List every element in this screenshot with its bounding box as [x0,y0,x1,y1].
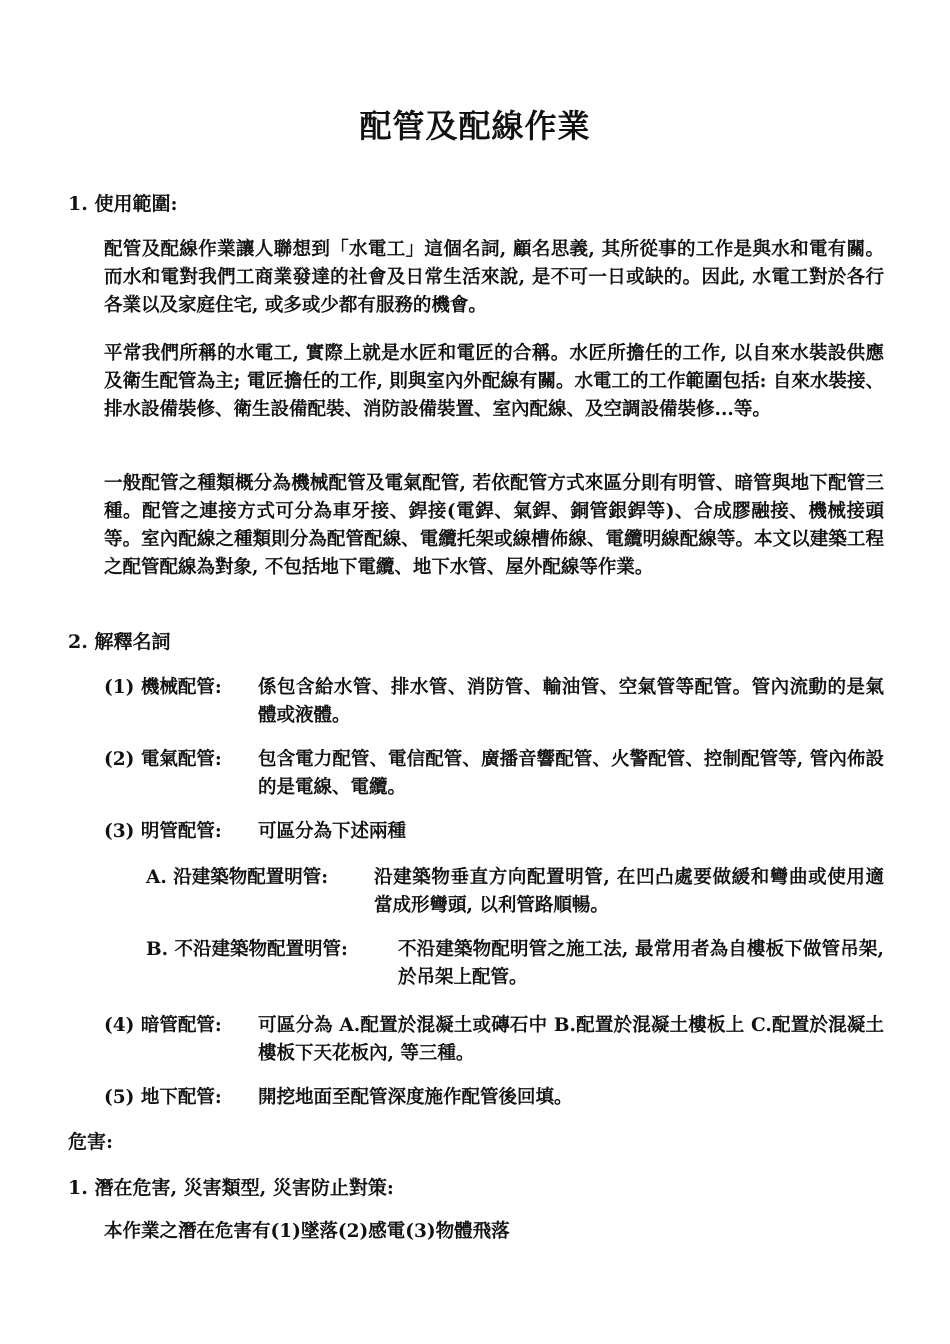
definition-label: (2) 電氣配管: [104,749,222,770]
definition-text: 沿建築物垂直方向配置明管, 在凹凸處要做緩和彎曲或使用適當成形彎頭, 以利管路順暢。 [374,867,884,916]
hazards-heading: 危害: [68,1131,114,1153]
section-1-paragraph-1: 配管及配線作業讓人聯想到「水電工」這個名詞, 顧名思義, 其所從事的工作是與水和電有關。而水和電對我們工商業發達的社會及日常生活來說, 是不可一日或缺的。因此, 水電工對於各行各業以及家庭住宅, 或多或少都有服務的機會。 [104,239,884,316]
section-1-heading: 1. 使用範圍: [68,193,178,215]
definition-text: 開挖地面至配管深度施作配管後回填。 [258,1087,573,1108]
section-1-paragraph-2: 平常我們所稱的水電工, 實際上就是水匠和電匠的合稱。水匠所擔任的工作, 以自來水裝設供應及衛生配管為主; 電匠擔任的工作, 則與室內外配線有關。水電工的工作範圍包括: 自來水裝接、排水設備裝修、衛生設備配裝、消防設備裝置、室內配線、及空調設備裝修...等。 [104,343,884,420]
definition-text: 不沿建築物配明管之施工法, 最常用者為自樓板下做管吊架, 於吊架上配管。 [398,939,884,988]
definition-label: (4) 暗管配管: [104,1015,222,1036]
definition-label: B. 不沿建築物配置明管: [146,939,348,960]
definition-text: 可區分為 A.配置於混凝土或磚石中 B.配置於混凝土樓板上 C.配置於混凝土樓板下天花板內, 等三種。 [258,1015,884,1064]
definition-text: 包含電力配管、電信配管、廣播音響配管、火警配管、控制配管等, 管內佈設的是電線、電纜。 [258,749,884,798]
section-2-heading: 2. 解釋名詞 [68,631,171,653]
hazards-sub-heading: 1. 潛在危害, 災害類型, 災害防止對策: [68,1177,394,1199]
section-1-paragraph-3: 一般配管之種類概分為機械配管及電氣配管, 若依配管方式來區分則有明管、暗管與地下配管三種。配管之連接方式可分為車牙接、銲接(電銲、氣銲、銅管銀銲等)、合成膠融接、機械接頭等。室內配線之種類則分為配管配線、電纜托架或線槽佈線、電纜明線配線等。本文以建築工程之配管配線為對象, 不包括地下電纜、地下水管、屋外配線等作業。 [104,473,884,578]
definition-label: (5) 地下配管: [104,1087,222,1108]
definition-text: 可區分為下述兩種 [258,821,407,842]
page-title: 配管及配線作業 [359,107,591,145]
definition-label: (3) 明管配管: [104,821,222,842]
definition-label: (1) 機械配管: [104,677,222,698]
definition-label: A. 沿建築物配置明管: [146,867,329,888]
definition-text: 係包含給水管、排水管、消防管、輸油管、空氣管等配管。管內流動的是氣體或液體。 [258,677,884,726]
hazards-text: 本作業之潛在危害有(1)墜落(2)感電(3)物體飛落 [104,1221,510,1242]
